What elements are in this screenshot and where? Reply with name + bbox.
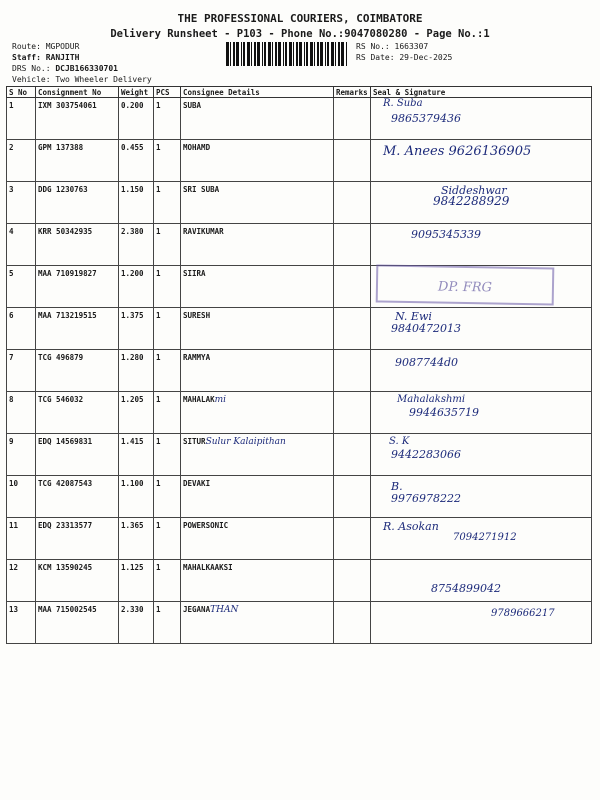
row-pcs: 1 (154, 602, 181, 644)
row-weight: 1.100 (119, 476, 154, 518)
row-sno: 1 (7, 98, 36, 140)
route-info (12, 41, 152, 85)
row-consignment: MAA 710919827 (36, 266, 119, 308)
barcode-bar (285, 42, 287, 66)
row-remarks (334, 434, 371, 476)
col-weight: Weight (119, 87, 154, 98)
row-pcs: 1 (154, 308, 181, 350)
row-pcs: 1 (154, 476, 181, 518)
row-pcs: 1 (154, 98, 181, 140)
table-row (7, 140, 592, 182)
row-consignee (181, 392, 334, 434)
row-consignment: MAA 715002545 (36, 602, 119, 644)
signature-line-1: S. K (389, 436, 410, 447)
table-row (7, 476, 592, 518)
row-weight: 1.125 (119, 560, 154, 602)
row-consignment: DDG 1230763 (36, 182, 119, 224)
consignee-name: SIIRA (183, 269, 206, 278)
signature-line-1: Mahalakshmi (397, 394, 466, 405)
barcode-bar (317, 42, 319, 66)
row-sno: 11 (7, 518, 36, 560)
signature-line-2: 9840472013 (391, 322, 461, 335)
row-remarks (334, 224, 371, 266)
row-pcs: 1 (154, 182, 181, 224)
row-remarks (334, 476, 371, 518)
barcode-bar (226, 42, 229, 66)
row-pcs: 1 (154, 350, 181, 392)
row-sno: 12 (7, 560, 36, 602)
vehicle: Vehicle: Two Wheeler Delivery (12, 75, 152, 84)
barcode-bar (338, 42, 340, 66)
row-signature (371, 518, 592, 560)
row-pcs: 1 (154, 392, 181, 434)
row-signature (371, 350, 592, 392)
barcode-bar (341, 42, 344, 66)
barcode-bar (236, 42, 239, 66)
consignee-name: MAHALKAAKSI (183, 563, 233, 572)
row-sno: 6 (7, 308, 36, 350)
row-consignment: EDQ 23313577 (36, 518, 119, 560)
row-consignee (181, 350, 334, 392)
document-subtitle: Delivery Runsheet - P103 - Phone No.:9047080280 - Page No.:1 (110, 28, 490, 40)
signature-line-1: B. (391, 480, 403, 493)
barcode-bar (327, 42, 329, 66)
barcode-bar (278, 42, 281, 66)
barcode-bar (254, 42, 256, 66)
row-sno: 7 (7, 350, 36, 392)
barcode (226, 42, 350, 66)
signature-line-2: 9865379436 (391, 112, 461, 125)
row-consignment: TCG 546032 (36, 392, 119, 434)
row-consignment: EDQ 14569831 (36, 434, 119, 476)
row-signature (371, 98, 592, 140)
barcode-bar (320, 42, 323, 66)
row-signature (371, 182, 592, 224)
table-row (7, 560, 592, 602)
row-consignment: TCG 42087543 (36, 476, 119, 518)
row-remarks (334, 140, 371, 182)
row-consignee (181, 224, 334, 266)
runsheet-table (6, 86, 592, 644)
row-consignment: IXM 303754061 (36, 98, 119, 140)
consignee-name: MOHAMD (183, 143, 211, 152)
row-weight: 2.330 (119, 602, 154, 644)
row-consignee (181, 518, 334, 560)
row-weight: 1.150 (119, 182, 154, 224)
row-consignee (181, 434, 334, 476)
row-consignee (181, 308, 334, 350)
row-remarks (334, 392, 371, 434)
rs-number: RS No.: 1663307 (356, 42, 429, 51)
row-pcs: 1 (154, 518, 181, 560)
row-sno: 5 (7, 266, 36, 308)
row-weight: 1.200 (119, 266, 154, 308)
signature-line-2: 9976978222 (391, 492, 461, 505)
consignee-name: RAMMYA (183, 353, 211, 362)
barcode-bar (268, 42, 271, 66)
barcode-bar (299, 42, 302, 66)
barcode-bar (275, 42, 277, 66)
rs-info (356, 41, 452, 63)
signature-line-1: 9087744d0 (395, 356, 459, 369)
rs-date: RS Date: 29-Dec-2025 (356, 53, 453, 62)
signature-line-1: R. Suba (383, 98, 423, 109)
row-consignment: KCM 13590245 (36, 560, 119, 602)
signature-line-2: 9442283066 (391, 448, 461, 461)
table-row (7, 392, 592, 434)
barcode-bar (310, 42, 313, 66)
barcode-bar (247, 42, 250, 66)
row-signature (371, 392, 592, 434)
barcode-bar (257, 42, 260, 66)
row-signature (371, 560, 592, 602)
consignee-name: RAVIKUMAR (183, 227, 224, 236)
document-title: THE PROFESSIONAL COURIERS, COIMBATORE (177, 12, 423, 25)
barcode-bar (289, 42, 292, 66)
barcode-bar (262, 42, 263, 66)
consignee-name: POWERSONIC (183, 521, 229, 530)
table-row (7, 182, 592, 224)
barcode-bar (264, 42, 266, 66)
signature-line-1: M. Anees 9626136905 (383, 144, 532, 159)
row-consignee (181, 98, 334, 140)
barcode-bar (272, 42, 273, 66)
row-consignee (181, 560, 334, 602)
row-signature (371, 602, 592, 644)
route: Route: MGPODUR (12, 42, 80, 51)
consignee-name: SURESH (183, 311, 211, 320)
row-pcs: 1 (154, 560, 181, 602)
col-signature: Seal & Signature (371, 87, 592, 98)
row-weight: 1.365 (119, 518, 154, 560)
signature-line-2: 7094271912 (453, 532, 517, 543)
row-consignment: GPM 137388 (36, 140, 119, 182)
row-pcs: 1 (154, 266, 181, 308)
table-row (7, 350, 592, 392)
row-sno: 4 (7, 224, 36, 266)
row-sno: 3 (7, 182, 36, 224)
row-consignee (181, 140, 334, 182)
signature-line-1: R. Asokan (383, 520, 439, 533)
row-signature (371, 434, 592, 476)
staff: Staff: RANJITH (12, 53, 80, 62)
stamp-text: DP. FRG (437, 279, 493, 296)
row-consignment: KRR 50342935 (36, 224, 119, 266)
barcode-bar (325, 42, 326, 66)
barcode-bar (243, 42, 245, 66)
table-row (7, 224, 592, 266)
row-consignment: MAA 713219515 (36, 308, 119, 350)
barcode-bar (233, 42, 235, 66)
row-weight: 1.280 (119, 350, 154, 392)
signature-line-1: Siddeshwar (441, 184, 507, 197)
signature-line-1: 9095345339 (411, 228, 481, 241)
row-remarks (334, 266, 371, 308)
table-header (7, 87, 592, 98)
col-consignee: Consignee Details (181, 87, 334, 98)
row-sno: 10 (7, 476, 36, 518)
col-sno: S No (7, 87, 36, 98)
signature-line-1: 9789666217 (491, 608, 555, 619)
row-weight: 2.380 (119, 224, 154, 266)
row-signature (371, 308, 592, 350)
row-consignment: TCG 496879 (36, 350, 119, 392)
barcode-bar (331, 42, 334, 66)
row-weight: 0.200 (119, 98, 154, 140)
row-weight: 1.415 (119, 434, 154, 476)
signature-line-1: N. Ewi (395, 310, 432, 323)
row-sno: 8 (7, 392, 36, 434)
barcode-bar (314, 42, 315, 66)
col-pcs: PCS (154, 87, 181, 98)
consignee-handwriting: THAN (210, 605, 239, 615)
consignee-name: SRI SUBA (183, 185, 220, 194)
barcode-bar (296, 42, 298, 66)
delivery-stamp (376, 264, 555, 305)
row-consignee (181, 266, 334, 308)
signature-line-2: 9944635719 (409, 406, 479, 419)
row-remarks (334, 98, 371, 140)
consignee-name: DEVAKI (183, 479, 211, 488)
barcode-bar (293, 42, 294, 66)
table-row (7, 602, 592, 644)
barcode-bar (241, 42, 242, 66)
row-remarks (334, 560, 371, 602)
barcode-bar (304, 42, 305, 66)
consignee-name: SUBA (183, 101, 202, 110)
consignee-handwriting: mi (214, 395, 227, 405)
consignee-name: JEGANA (183, 605, 211, 614)
row-sno: 2 (7, 140, 36, 182)
row-signature (371, 476, 592, 518)
row-remarks (334, 182, 371, 224)
consignee-name: SITUR (183, 437, 206, 446)
barcode-bar (335, 42, 336, 66)
row-remarks (334, 350, 371, 392)
col-consignment: Consignment No (36, 87, 119, 98)
consignee-name: MAHALAK (183, 395, 215, 404)
row-weight: 0.455 (119, 140, 154, 182)
row-pcs: 1 (154, 140, 181, 182)
table-row (7, 308, 592, 350)
row-pcs: 1 (154, 224, 181, 266)
row-consignee (181, 476, 334, 518)
barcode-bar (230, 42, 231, 66)
drs: DRS No.: DCJB166330701 (12, 64, 118, 73)
table-row (7, 98, 592, 140)
barcode-bar (306, 42, 308, 66)
barcode-bar (283, 42, 284, 66)
row-weight: 1.375 (119, 308, 154, 350)
barcode-bar (251, 42, 252, 66)
row-remarks (334, 602, 371, 644)
row-remarks (334, 308, 371, 350)
signature-line-2: 9842288929 (433, 194, 510, 208)
row-sno: 13 (7, 602, 36, 644)
table-row (7, 434, 592, 476)
row-consignee (181, 602, 334, 644)
row-signature (371, 224, 592, 266)
barcode-bar (346, 42, 347, 66)
signature-line-2: 8754899042 (431, 582, 501, 595)
table-row (7, 518, 592, 560)
col-remarks: Remarks (334, 87, 371, 98)
row-weight: 1.205 (119, 392, 154, 434)
row-pcs: 1 (154, 434, 181, 476)
row-consignee (181, 182, 334, 224)
row-remarks (334, 518, 371, 560)
consignee-handwriting: Sulur Kalaipithan (205, 437, 286, 447)
row-signature (371, 140, 592, 182)
row-sno: 9 (7, 434, 36, 476)
